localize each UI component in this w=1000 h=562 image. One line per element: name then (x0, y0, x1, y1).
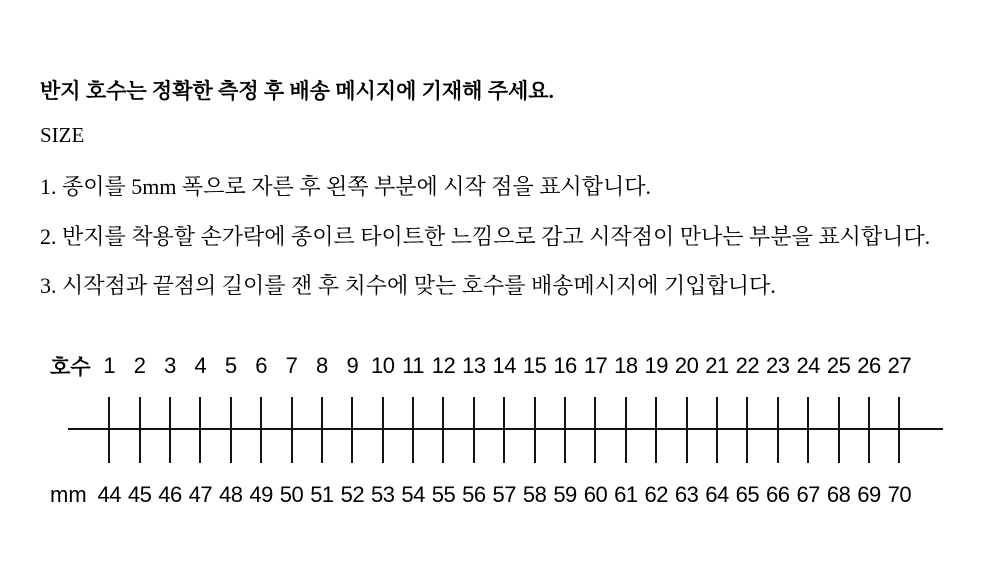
ruler-tick-cell (854, 397, 884, 463)
ring-size-label (155, 352, 185, 380)
mm-value-label (124, 481, 154, 509)
mm-value-label (519, 481, 549, 509)
mm-value-label (641, 481, 671, 509)
ring-size-label (124, 352, 154, 380)
ring-size-label-value: 15 (522, 353, 547, 378)
ruler-tick-cell (641, 397, 671, 463)
ring-size-ruler (40, 352, 970, 509)
ring-size-label-value: 20 (674, 353, 699, 378)
mm-value-label (155, 481, 185, 509)
mm-value-label (793, 481, 823, 509)
ruler-tick-cell (550, 397, 580, 463)
ring-size-label (398, 352, 428, 380)
mm-value-label-value: 52 (340, 482, 365, 507)
mm-value-label-value: 69 (857, 482, 881, 507)
ring-size-label (580, 352, 610, 380)
ruler-tick (838, 397, 840, 463)
ring-size-label-value: 6 (255, 353, 268, 378)
ruler-tick (199, 397, 201, 463)
ruler-tick (564, 397, 566, 463)
mm-value-label-value: 70 (887, 482, 912, 507)
ring-size-label-value: 3 (164, 353, 176, 378)
ruler-tick-cell (94, 397, 124, 463)
ring-size-label (307, 352, 337, 380)
ruler-tick-cell (611, 397, 641, 463)
ruler-tick-cell (246, 397, 276, 463)
ruler-tick (473, 397, 475, 463)
ring-size-label (276, 352, 306, 380)
ring-size-label (368, 352, 398, 380)
ruler-tick (898, 397, 900, 463)
ring-size-label-value: 10 (370, 353, 395, 378)
mm-value-label (611, 481, 641, 509)
ruler-tick-cell (155, 397, 185, 463)
ring-size-label-value: 4 (194, 353, 207, 378)
ruler-size-row (40, 352, 970, 380)
mm-value-label-value: 49 (249, 482, 273, 507)
ring-size-label (793, 352, 823, 380)
mm-value-label-value: 57 (492, 482, 517, 507)
ring-size-label-value: 11 (402, 353, 425, 378)
mm-value-label-value: 68 (826, 482, 851, 507)
size-axis-label: 호수 (50, 356, 91, 379)
mm-value-label-value: 67 (796, 482, 820, 507)
mm-value-label (884, 481, 914, 509)
mm-value-label (337, 481, 367, 509)
mm-value-label (489, 481, 519, 509)
mm-value-label-value: 45 (127, 482, 152, 507)
ruler-tick-cell (428, 397, 458, 463)
ring-size-label-value: 21 (705, 353, 729, 378)
mm-value-label-value: 48 (219, 482, 243, 507)
mm-value-label (854, 481, 884, 509)
ruler-tick (351, 397, 353, 463)
size-heading: SIZE (40, 123, 85, 147)
mm-value-label (459, 481, 489, 509)
ring-size-label-value: 24 (796, 353, 820, 378)
mm-value-label-value: 56 (462, 482, 486, 507)
ring-size-label (732, 352, 762, 380)
mm-value-label (671, 481, 701, 509)
ring-size-label-value: 9 (346, 353, 359, 378)
ruler-tick (291, 397, 293, 463)
ruler-tick (807, 397, 809, 463)
mm-value-label-value: 64 (705, 482, 729, 507)
mm-value-label (732, 481, 762, 509)
ruler-tick-cell (185, 397, 215, 463)
ruler-tick (321, 397, 323, 463)
mm-value-label (368, 481, 398, 509)
ruler-tick-cell (276, 397, 306, 463)
ring-size-label-value: 27 (887, 353, 912, 378)
ring-size-label-value: 14 (492, 353, 517, 378)
ruler-tick (230, 397, 232, 463)
ring-size-label-value: 5 (224, 353, 237, 378)
ruler-tick-cell (368, 397, 398, 463)
mm-value-label-value: 44 (97, 482, 121, 507)
ring-size-label-value: 8 (316, 353, 328, 378)
ruler-tick-cell (124, 397, 154, 463)
mm-value-label-value: 65 (735, 482, 760, 507)
mm-value-label-value: 62 (644, 482, 668, 507)
mm-value-label-value: 58 (522, 482, 547, 507)
mm-value-label-value: 63 (674, 482, 699, 507)
mm-value-label (216, 481, 246, 509)
mm-value-label-value: 51 (310, 482, 334, 507)
mm-value-label-value: 54 (401, 482, 425, 507)
ring-size-label-value: 13 (462, 353, 486, 378)
ruler-tick (686, 397, 688, 463)
mm-value-label (580, 481, 610, 509)
ruler-mm-row (40, 481, 970, 509)
mm-axis-label: mm (50, 482, 87, 507)
ring-size-label-value: 17 (583, 353, 608, 378)
ring-size-label (641, 352, 671, 380)
ring-size-label (671, 352, 701, 380)
mm-value-label-value: 60 (583, 482, 608, 507)
ring-size-label (337, 352, 367, 380)
instruction-step-2: 2. 반지를 착용할 손가락에 종이르 타이트한 느낌으로 감고 시작점이 만나는 부분을 표시합니다. (40, 224, 931, 249)
mm-value-label (550, 481, 580, 509)
mm-value-label-value: 55 (431, 482, 456, 507)
mm-value-label (702, 481, 732, 509)
ring-size-label (550, 352, 580, 380)
ruler-tick-cell (823, 397, 853, 463)
ruler-tick (868, 397, 870, 463)
ruler-tick (655, 397, 657, 463)
ring-size-label (702, 352, 732, 380)
mm-value-label-value: 47 (188, 482, 213, 507)
ring-size-label (216, 352, 246, 380)
ruler-tick (442, 397, 444, 463)
ring-size-label-value: 22 (735, 353, 760, 378)
ring-size-label (854, 352, 884, 380)
ring-size-label (428, 352, 458, 380)
ring-size-label (246, 352, 276, 380)
ruler-tick (108, 397, 110, 463)
ruler-mm-numbers (94, 481, 915, 509)
mm-value-label-value: 66 (766, 482, 790, 507)
ruler-tick (594, 397, 596, 463)
ring-size-label (94, 352, 124, 380)
ruler-tick-cell (519, 397, 549, 463)
ruler-tick-cell (337, 397, 367, 463)
mm-value-label (307, 481, 337, 509)
ruler-axis-line (68, 428, 943, 430)
ruler-tick (139, 397, 141, 463)
ticks-corner-spacer (40, 397, 94, 463)
ruler-ticks-row (40, 397, 970, 463)
ring-size-label (763, 352, 793, 380)
ruler-tick (503, 397, 505, 463)
ruler-tick (412, 397, 414, 463)
ruler-tick-cell (307, 397, 337, 463)
ruler-tick (382, 397, 384, 463)
ruler-tick-cell (884, 397, 914, 463)
ruler-tick-cell (763, 397, 793, 463)
ruler-tick-cell (489, 397, 519, 463)
ring-size-label (884, 352, 914, 380)
ring-size-label-value: 23 (766, 353, 790, 378)
ruler-tick-cell (216, 397, 246, 463)
mm-value-label (763, 481, 793, 509)
ruler-tick-cell (732, 397, 762, 463)
ring-size-label (519, 352, 549, 380)
ring-size-label-value: 1 (103, 353, 116, 378)
ring-size-label-value: 25 (826, 353, 851, 378)
ring-size-label-value: 18 (614, 353, 638, 378)
ruler-size-numbers (94, 352, 915, 380)
ring-size-label (823, 352, 853, 380)
mm-value-label (94, 481, 124, 509)
mm-value-label (185, 481, 215, 509)
ruler-tick-cell (398, 397, 428, 463)
ring-size-label-value: 12 (431, 353, 456, 378)
ruler-tick (534, 397, 536, 463)
mm-value-label-value: 61 (614, 482, 638, 507)
mm-value-label (398, 481, 428, 509)
ruler-tick-cell (459, 397, 489, 463)
mm-value-label-value: 50 (279, 482, 304, 507)
ruler-ticks (94, 397, 915, 463)
ring-size-label-value: 2 (133, 353, 146, 378)
sizing-notice-text: 반지 호수는 정확한 측정 후 배송 메시지에 기재해 주세요. (40, 79, 554, 103)
ruler-tick-cell (793, 397, 823, 463)
ring-size-label-value: 16 (553, 353, 577, 378)
mm-value-label-value: 46 (158, 482, 182, 507)
ring-size-label-value: 26 (857, 353, 881, 378)
mm-value-label (823, 481, 853, 509)
mm-value-label-value: 53 (370, 482, 395, 507)
ruler-tick (625, 397, 627, 463)
mm-value-label (428, 481, 458, 509)
ring-size-label (185, 352, 215, 380)
ruler-tick-cell (671, 397, 701, 463)
ruler-tick (169, 397, 171, 463)
ring-size-label (611, 352, 641, 380)
ruler-tick (716, 397, 718, 463)
ring-size-label-value: 7 (285, 353, 298, 378)
ring-size-label (459, 352, 489, 380)
ruler-tick (746, 397, 748, 463)
ruler-tick (260, 397, 262, 463)
mm-value-label (246, 481, 276, 509)
instruction-step-1: 1. 종이를 5mm 폭으로 자른 후 왼쪽 부분에 시작 점을 표시합니다. (40, 174, 652, 199)
mm-value-label (276, 481, 306, 509)
mm-value-label-value: 59 (553, 482, 577, 507)
ring-size-label-value: 19 (644, 353, 668, 378)
ruler-tick-cell (580, 397, 610, 463)
ruler-tick-cell (702, 397, 732, 463)
ruler-tick (777, 397, 779, 463)
instruction-step-3: 3. 시작점과 끝점의 길이를 잰 후 치수에 맞는 호수를 배송메시지에 기입합니다. (40, 273, 776, 298)
ring-size-label (489, 352, 519, 380)
